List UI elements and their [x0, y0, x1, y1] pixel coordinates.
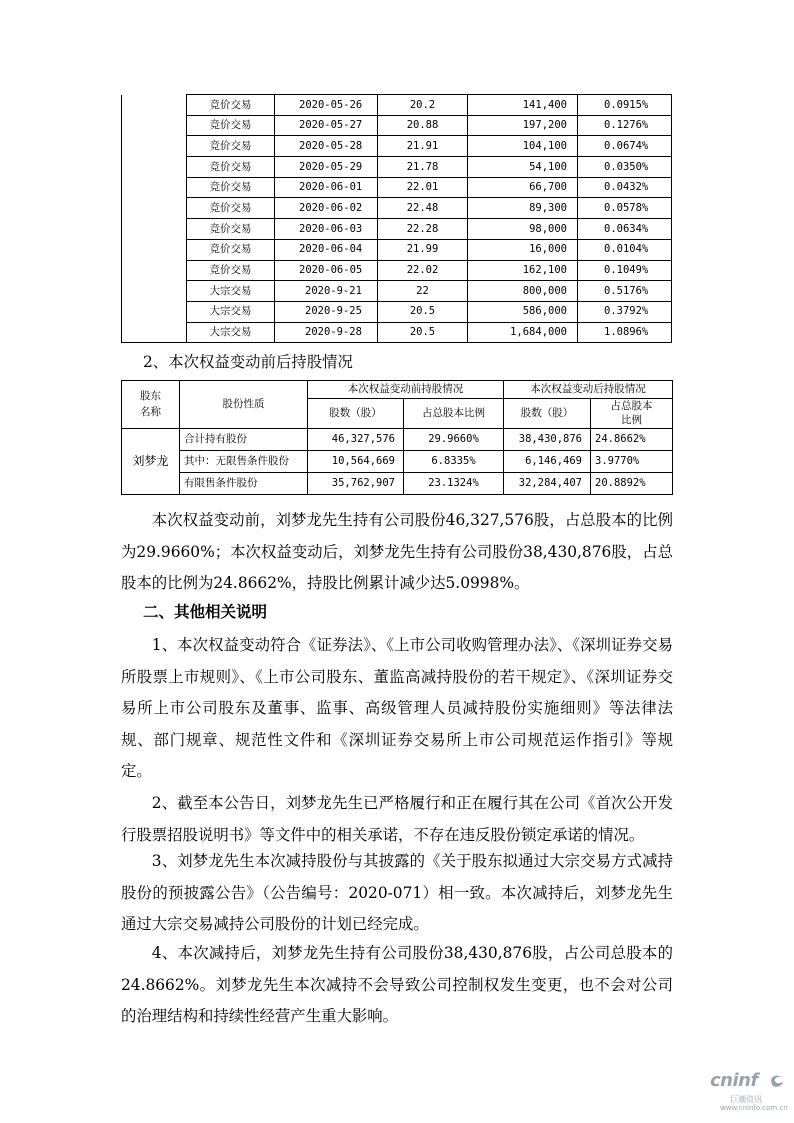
after-ratio: 20.8892% — [591, 473, 673, 495]
after-header: 本次权益变动后持股情况 — [504, 381, 673, 399]
trade-method: 竞价交易 — [187, 260, 275, 281]
trade-ratio: 0.1276% — [578, 115, 672, 136]
trade-row — [122, 219, 672, 240]
after-ratio-header: 占总股本比例 — [591, 399, 673, 429]
trade-row-spacer — [122, 95, 187, 343]
holdings-table — [121, 380, 673, 495]
trade-method: 竞价交易 — [187, 136, 275, 157]
trade-price: 21.78 — [378, 157, 468, 178]
shareholder-name: 刘梦龙 — [122, 429, 180, 495]
col-nature-header: 股份性质 — [180, 381, 308, 429]
note-paragraph-4: 4、本次减持后，刘梦龙先生持有公司股份38,430,876股，占公司总股本的24.8662%。刘梦龙先生本次减持不会导致公司控制权发生变更，也不会对公司的治理结构和持续性经营产生重大影响。 — [121, 944, 673, 1025]
before-ratio: 23.1324% — [404, 473, 504, 495]
trade-shares: 586,000 — [468, 301, 578, 322]
trade-ratio: 0.5176% — [578, 281, 672, 302]
logo-url: www.cninfo.com.cn — [720, 1104, 788, 1112]
trade-ratio: 1.0896% — [578, 322, 672, 343]
trade-date: 2020-9-21 — [275, 281, 378, 302]
trade-ratio: 0.0104% — [578, 239, 672, 260]
trade-method: 竞价交易 — [187, 115, 275, 136]
before-shares: 35,762,907 — [308, 473, 404, 495]
trade-price: 20.2 — [378, 95, 468, 116]
trade-price: 21.99 — [378, 239, 468, 260]
trade-date: 2020-05-27 — [275, 115, 378, 136]
before-ratio: 29.9660% — [404, 429, 504, 451]
after-ratio: 24.8662% — [591, 429, 673, 451]
trade-date: 2020-05-26 — [275, 95, 378, 116]
trade-date: 2020-05-28 — [275, 136, 378, 157]
holdings-heading: 2、本次权益变动前后持股情况 — [143, 353, 353, 371]
before-ratio: 6.8335% — [404, 451, 504, 473]
trade-shares: 104,100 — [468, 136, 578, 157]
trade-shares: 66,700 — [468, 177, 578, 198]
trade-ratio: 0.0350% — [578, 157, 672, 178]
trade-row — [122, 157, 672, 178]
logo-swirl-icon — [768, 1072, 786, 1090]
trade-date: 2020-06-04 — [275, 239, 378, 260]
trade-price: 22.02 — [378, 260, 468, 281]
trade-row — [122, 198, 672, 219]
trade-method: 竞价交易 — [187, 198, 275, 219]
trade-price: 22.48 — [378, 198, 468, 219]
trade-row — [122, 95, 672, 116]
holding-nature: 有限售条件股份 — [180, 473, 308, 495]
holding-nature: 合计持有股份 — [180, 429, 308, 451]
summary-paragraph: 本次权益变动前，刘梦龙先生持有公司股份46,327,576股，占总股本的比例为29.9660%；本次权益变动后，刘梦龙先生持有公司股份38,430,876股，占总股本的比例为24.8662%，持股比例累计减少达5.0998%。 — [121, 511, 673, 592]
trade-shares: 16,000 — [468, 239, 578, 260]
trade-row — [122, 177, 672, 198]
before-ratio-header: 占总股本比例 — [404, 399, 504, 429]
after-shares-header: 股数（股） — [504, 399, 591, 429]
note-paragraph-3: 3、刘梦龙先生本次减持股份与其披露的《关于股东拟通过大宗交易方式减持股份的预披露公告》（公告编号：2020-071）相一致。本次减持后，刘梦龙先生通过大宗交易减持公司股份的计划已经完成。 — [121, 852, 673, 933]
trade-price: 22.28 — [378, 219, 468, 240]
section-two-title: 二、其他相关说明 — [143, 603, 268, 621]
trade-row — [122, 281, 672, 302]
trade-date: 2020-9-28 — [275, 322, 378, 343]
trade-shares: 89,300 — [468, 198, 578, 219]
trade-ratio: 0.3792% — [578, 301, 672, 322]
trade-price: 21.91 — [378, 136, 468, 157]
trade-shares: 98,000 — [468, 219, 578, 240]
trade-row — [122, 239, 672, 260]
trade-row — [122, 260, 672, 281]
trade-ratio: 0.0432% — [578, 177, 672, 198]
after-shares: 6,146,469 — [504, 451, 591, 473]
trade-method: 竞价交易 — [187, 239, 275, 260]
col-shareholder-header: 股东名称 — [122, 381, 180, 429]
trade-shares: 197,200 — [468, 115, 578, 136]
after-shares: 38,430,876 — [504, 429, 591, 451]
trade-row — [122, 322, 672, 343]
after-shares: 32,284,407 — [504, 473, 591, 495]
trade-shares: 1,684,000 — [468, 322, 578, 343]
trade-method: 竞价交易 — [187, 219, 275, 240]
trade-date: 2020-9-25 — [275, 301, 378, 322]
trade-method: 大宗交易 — [187, 301, 275, 322]
trade-row — [122, 136, 672, 157]
trade-date: 2020-05-29 — [275, 157, 378, 178]
trade-shares: 162,100 — [468, 260, 578, 281]
trade-price: 20.5 — [378, 322, 468, 343]
trade-ratio: 0.0634% — [578, 219, 672, 240]
trade-row — [122, 115, 672, 136]
before-header: 本次权益变动前持股情况 — [308, 381, 504, 399]
trade-method: 竞价交易 — [187, 95, 275, 116]
note-paragraph-1: 1、本次权益变动符合《证券法》、《上市公司收购管理办法》、《深圳证券交易所股票上市规则》、《上市公司股东、董监高减持股份的若干规定》、《深圳证券交易所上市公司股东及董事、监事、高级管理人员减持股份实施细则》等法律法规、部门规章、规范性文件和《深圳证券交易所上市公司规范运作指引》等规定。 — [121, 636, 673, 780]
trade-row — [122, 301, 672, 322]
trade-price: 22 — [378, 281, 468, 302]
trade-price: 20.5 — [378, 301, 468, 322]
trade-date: 2020-06-05 — [275, 260, 378, 281]
note-paragraph-2: 2、截至本公告日，刘梦龙先生已严格履行和正在履行其在公司《首次公开发行股票招股说明书》等文件中的相关承诺，不存在违反股份锁定承诺的情况。 — [121, 794, 673, 844]
trade-price: 22.01 — [378, 177, 468, 198]
holding-nature: 其中：无限售条件股份 — [180, 451, 308, 473]
trade-shares: 800,000 — [468, 281, 578, 302]
trade-shares: 141,400 — [468, 95, 578, 116]
logo-brand: cninf — [710, 1070, 758, 1091]
trade-date: 2020-06-03 — [275, 219, 378, 240]
trade-method: 大宗交易 — [187, 322, 275, 343]
before-shares-header: 股数（股） — [308, 399, 404, 429]
trade-method: 大宗交易 — [187, 281, 275, 302]
before-shares: 46,327,576 — [308, 429, 404, 451]
cninfo-logo — [710, 1062, 790, 1114]
trade-ratio: 0.0915% — [578, 95, 672, 116]
logo-subtitle: 巨潮资讯 — [730, 1095, 762, 1104]
trade-ratio: 0.0674% — [578, 136, 672, 157]
trade-shares: 54,100 — [468, 157, 578, 178]
trade-date: 2020-06-01 — [275, 177, 378, 198]
trade-date: 2020-06-02 — [275, 198, 378, 219]
after-ratio: 3.9770% — [591, 451, 673, 473]
trade-detail-table — [121, 94, 672, 343]
before-shares: 10,564,669 — [308, 451, 404, 473]
trade-ratio: 0.1049% — [578, 260, 672, 281]
trade-method: 竞价交易 — [187, 177, 275, 198]
trade-price: 20.88 — [378, 115, 468, 136]
trade-method: 竞价交易 — [187, 157, 275, 178]
trade-ratio: 0.0578% — [578, 198, 672, 219]
